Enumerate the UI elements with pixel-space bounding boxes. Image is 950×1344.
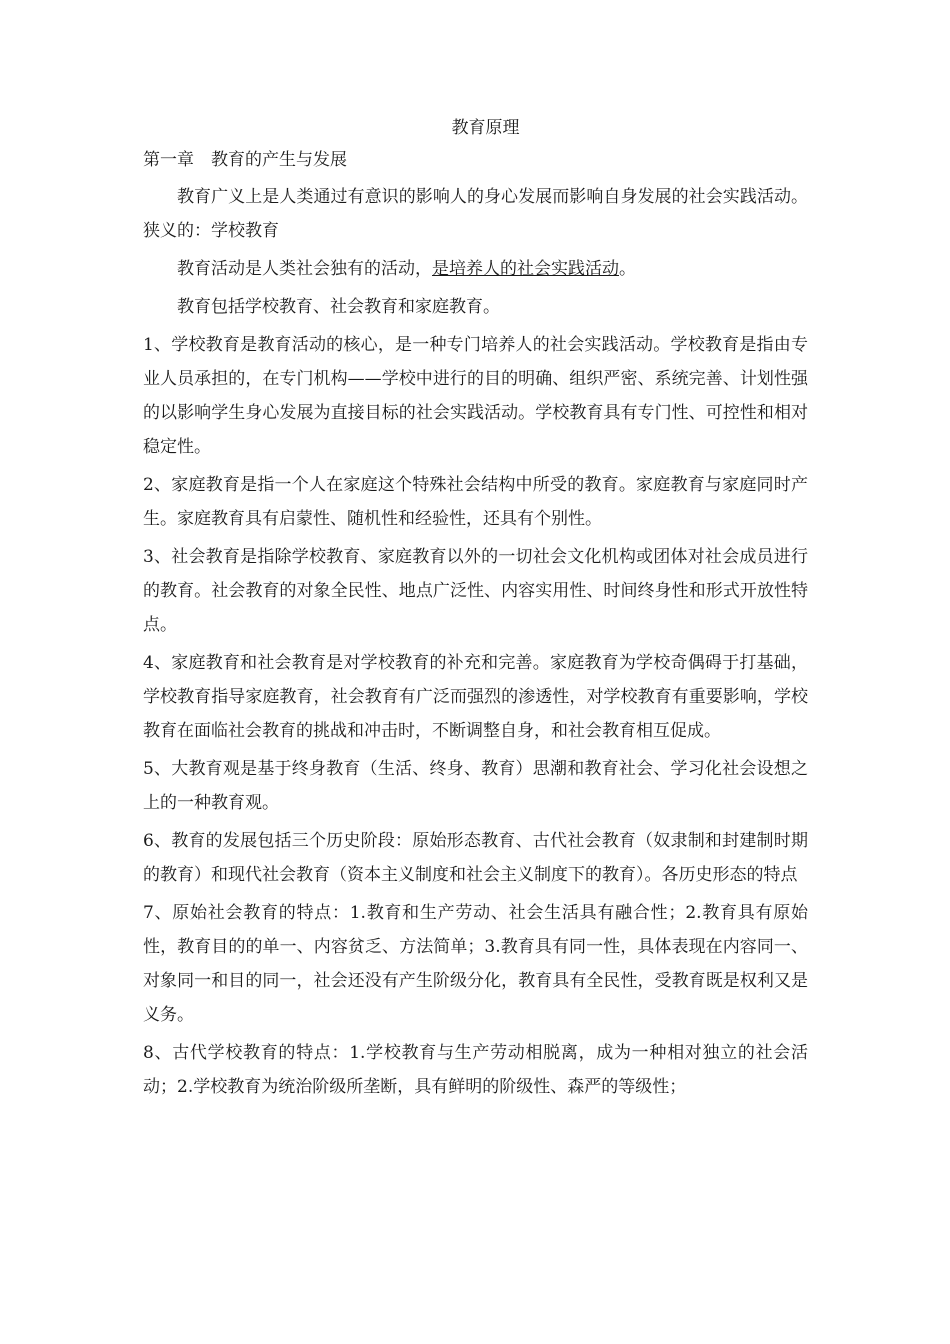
list-item: 6、教育的发展包括三个历史阶段：原始形态教育、古代社会教育（奴隶制和封建制时期的教育）和现代社会教育（资本主义制度和社会主义制度下的教育）。各历史形态的特点 xyxy=(143,831,808,885)
list-item: 2、家庭教育是指一个人在家庭这个特殊社会结构中所受的教育。家庭教育与家庭同时产生。家庭教育具有启蒙性、随机性和经验性，还具有个别性。 xyxy=(143,475,808,529)
intro-paragraph: 教育广义上是人类通过有意识的影响人的身心发展而影响自身发展的社会实践活动。狭义的：学校教育 xyxy=(143,187,808,241)
list-item: 4、家庭教育和社会教育是对学校教育的补充和完善。家庭教育为学校奇偶碍于打基础，学校教育指导家庭教育，社会教育有广泛而强烈的渗透性，对学校教育有重要影响，学校教育在面临社会教育的挑战和冲击时，不断调整自身，和社会教育相互促成。 xyxy=(143,653,808,741)
document-title: 教育原理 xyxy=(451,118,520,138)
activity-paragraph xyxy=(143,252,808,286)
list-item: 7、原始社会教育的特点：1.教育和生产劳动、社会生活具有融合性；2.教育具有原始性，教育目的的单一、内容贫乏、方法简单；3.教育具有同一性，具体表现在内容同一、对象同一和目的同一，社会还没有产生阶级分化，教育具有全民性，受教育既是权利又是义务。 xyxy=(143,903,808,1025)
document-page xyxy=(143,112,808,1108)
list-item: 5、大教育观是基于终身教育（生活、终身、教育）思潮和教育社会、学习化社会设想之上的一种教育观。 xyxy=(143,759,808,813)
list-item: 8、古代学校教育的特点：1.学校教育与生产劳动相脱离，成为一种相对独立的社会活动；2.学校教育为统治阶级所垄断，具有鲜明的阶级性、森严的等级性； xyxy=(143,1043,808,1097)
includes-paragraph: 教育包括学校教育、社会教育和家庭教育。 xyxy=(177,297,500,317)
activity-suffix: 。 xyxy=(619,259,636,279)
list-item: 3、社会教育是指除学校教育、家庭教育以外的一切社会文化机构或团体对社会成员进行的教育。社会教育的对象全民性、地点广泛性、内容实用性、时间终身性和形式开放性特点。 xyxy=(143,547,808,635)
chapter-heading: 第一章 教育的产生与发展 xyxy=(143,150,347,170)
list-item: 1、学校教育是教育活动的核心，是一种专门培养人的社会实践活动。学校教育是指由专业人员承担的，在专门机构——学校中进行的目的明确、组织严密、系统完善、计划性强的以影响学生身心发展为直接目标的社会实践活动。学校教育具有专门性、可控性和相对稳定性。 xyxy=(143,335,808,457)
activity-underlined-text: 是培养人的社会实践活动 xyxy=(432,259,619,279)
activity-prefix: 教育活动是人类社会独有的活动， xyxy=(177,259,432,279)
